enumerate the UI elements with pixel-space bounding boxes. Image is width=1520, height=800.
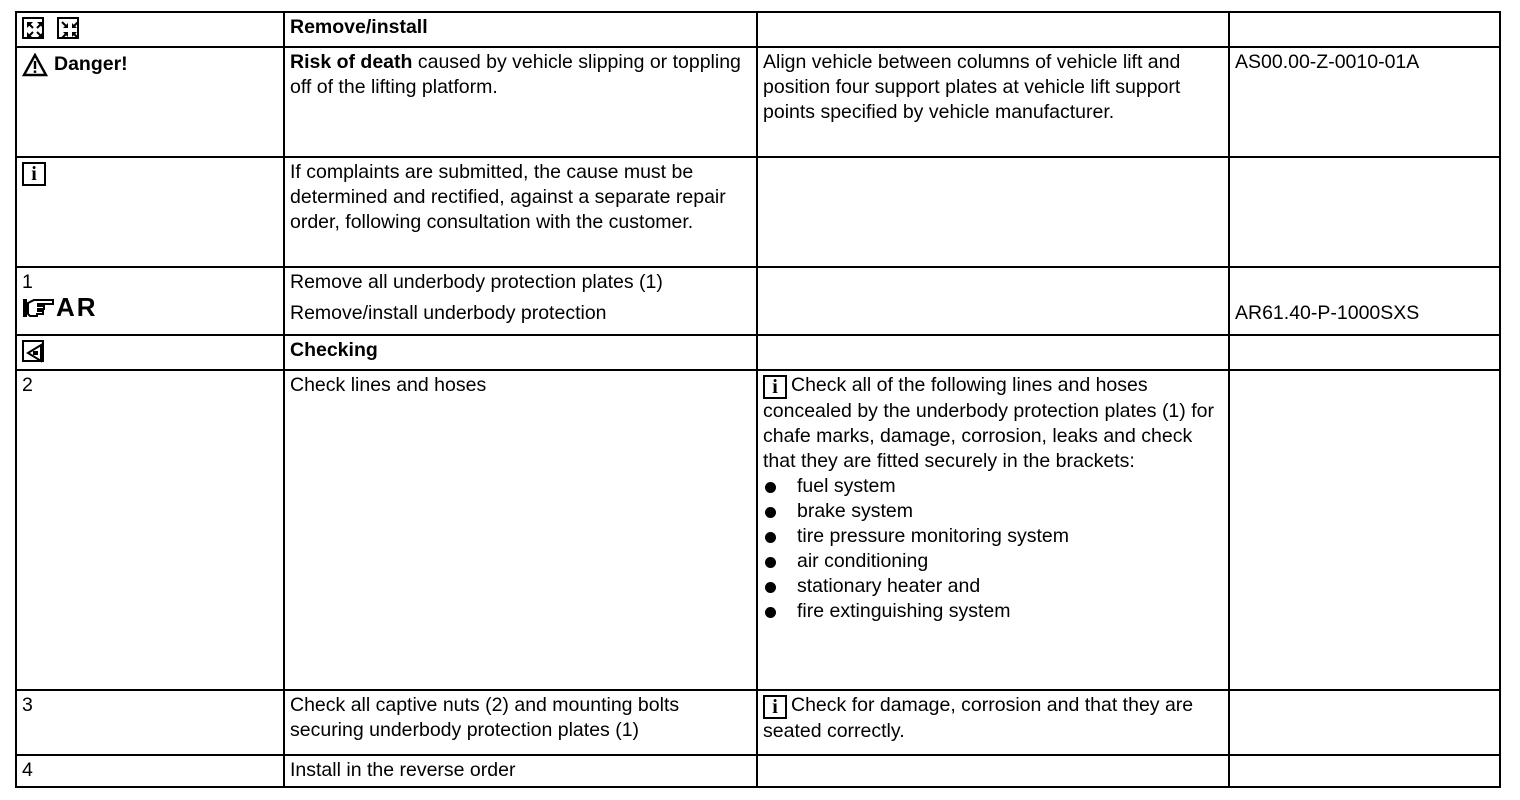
risk-text: caused by vehicle slipping or toppling off of the lifting platform. bbox=[290, 51, 741, 98]
pointing-hand-icon bbox=[22, 297, 54, 319]
reference-link[interactable]: AS00.00-Z-0010-01A bbox=[1229, 47, 1500, 157]
warning-triangle-icon bbox=[22, 53, 48, 77]
danger-label: Danger! bbox=[54, 53, 128, 75]
list-item: fuel system bbox=[763, 474, 1223, 499]
step-number: 4 bbox=[16, 755, 284, 787]
step-text: Remove all underbody protection plates (1) bbox=[290, 271, 663, 293]
risk-cell bbox=[284, 47, 757, 157]
step-number: 3 bbox=[16, 690, 284, 755]
list-item: air conditioning bbox=[763, 549, 1223, 574]
checking-icon bbox=[22, 340, 44, 362]
risk-heading: Risk of death bbox=[290, 51, 413, 73]
info-icon: i bbox=[22, 162, 46, 186]
info-text: Check all of the following lines and hoses concealed by the underbody protection plates (1) for chafe marks, damage, corrosion, leaks and check that they are fitted securely in the brackets: bbox=[763, 374, 1214, 472]
table-row bbox=[16, 755, 1500, 787]
step-text: Install in the reverse order bbox=[284, 755, 757, 787]
step-text: Check lines and hoses bbox=[284, 370, 757, 690]
list-item: fire extinguishing system bbox=[763, 599, 1223, 624]
bullet-list bbox=[763, 474, 1223, 624]
table-row bbox=[16, 12, 1500, 47]
danger-cell bbox=[16, 47, 284, 157]
reference-link[interactable]: AR61.40-P-1000SXS bbox=[1235, 302, 1420, 324]
info-icon: i bbox=[763, 695, 787, 719]
section-title: Remove/install bbox=[284, 12, 757, 47]
step-number: 1 bbox=[22, 271, 33, 293]
ar-label: AR bbox=[56, 292, 98, 322]
collapse-arrows-icon bbox=[57, 17, 79, 39]
list-item: brake system bbox=[763, 499, 1223, 524]
table-row bbox=[16, 157, 1500, 267]
section-title: Checking bbox=[284, 335, 757, 370]
list-item: tire pressure monitoring system bbox=[763, 524, 1223, 549]
symbol-cell bbox=[16, 12, 284, 47]
table-row bbox=[16, 370, 1500, 690]
info-icon: i bbox=[763, 375, 787, 399]
list-item: stationary heater and bbox=[763, 574, 1223, 599]
step-number: 2 bbox=[16, 370, 284, 690]
table-row bbox=[16, 335, 1500, 370]
step-text: Check all captive nuts (2) and mounting bolts securing underbody protection plates (1) bbox=[284, 690, 757, 755]
note-text: If complaints are submitted, the cause must be determined and rectified, against a separate repair order, following consultation with the customer. bbox=[284, 157, 757, 267]
ar-document-title: Remove/install underbody protection bbox=[290, 302, 607, 324]
info-text: Check for damage, corrosion and that they are seated correctly. bbox=[763, 694, 1194, 742]
table-row bbox=[16, 690, 1500, 755]
expand-arrows-icon bbox=[22, 17, 44, 39]
table-row bbox=[16, 47, 1500, 157]
repair-instructions-table bbox=[15, 11, 1501, 788]
instruction-text: Align vehicle between columns of vehicle lift and position four support plates at vehicle lift support points specified by vehicle manufacturer. bbox=[757, 47, 1229, 157]
table-row bbox=[16, 267, 1500, 335]
